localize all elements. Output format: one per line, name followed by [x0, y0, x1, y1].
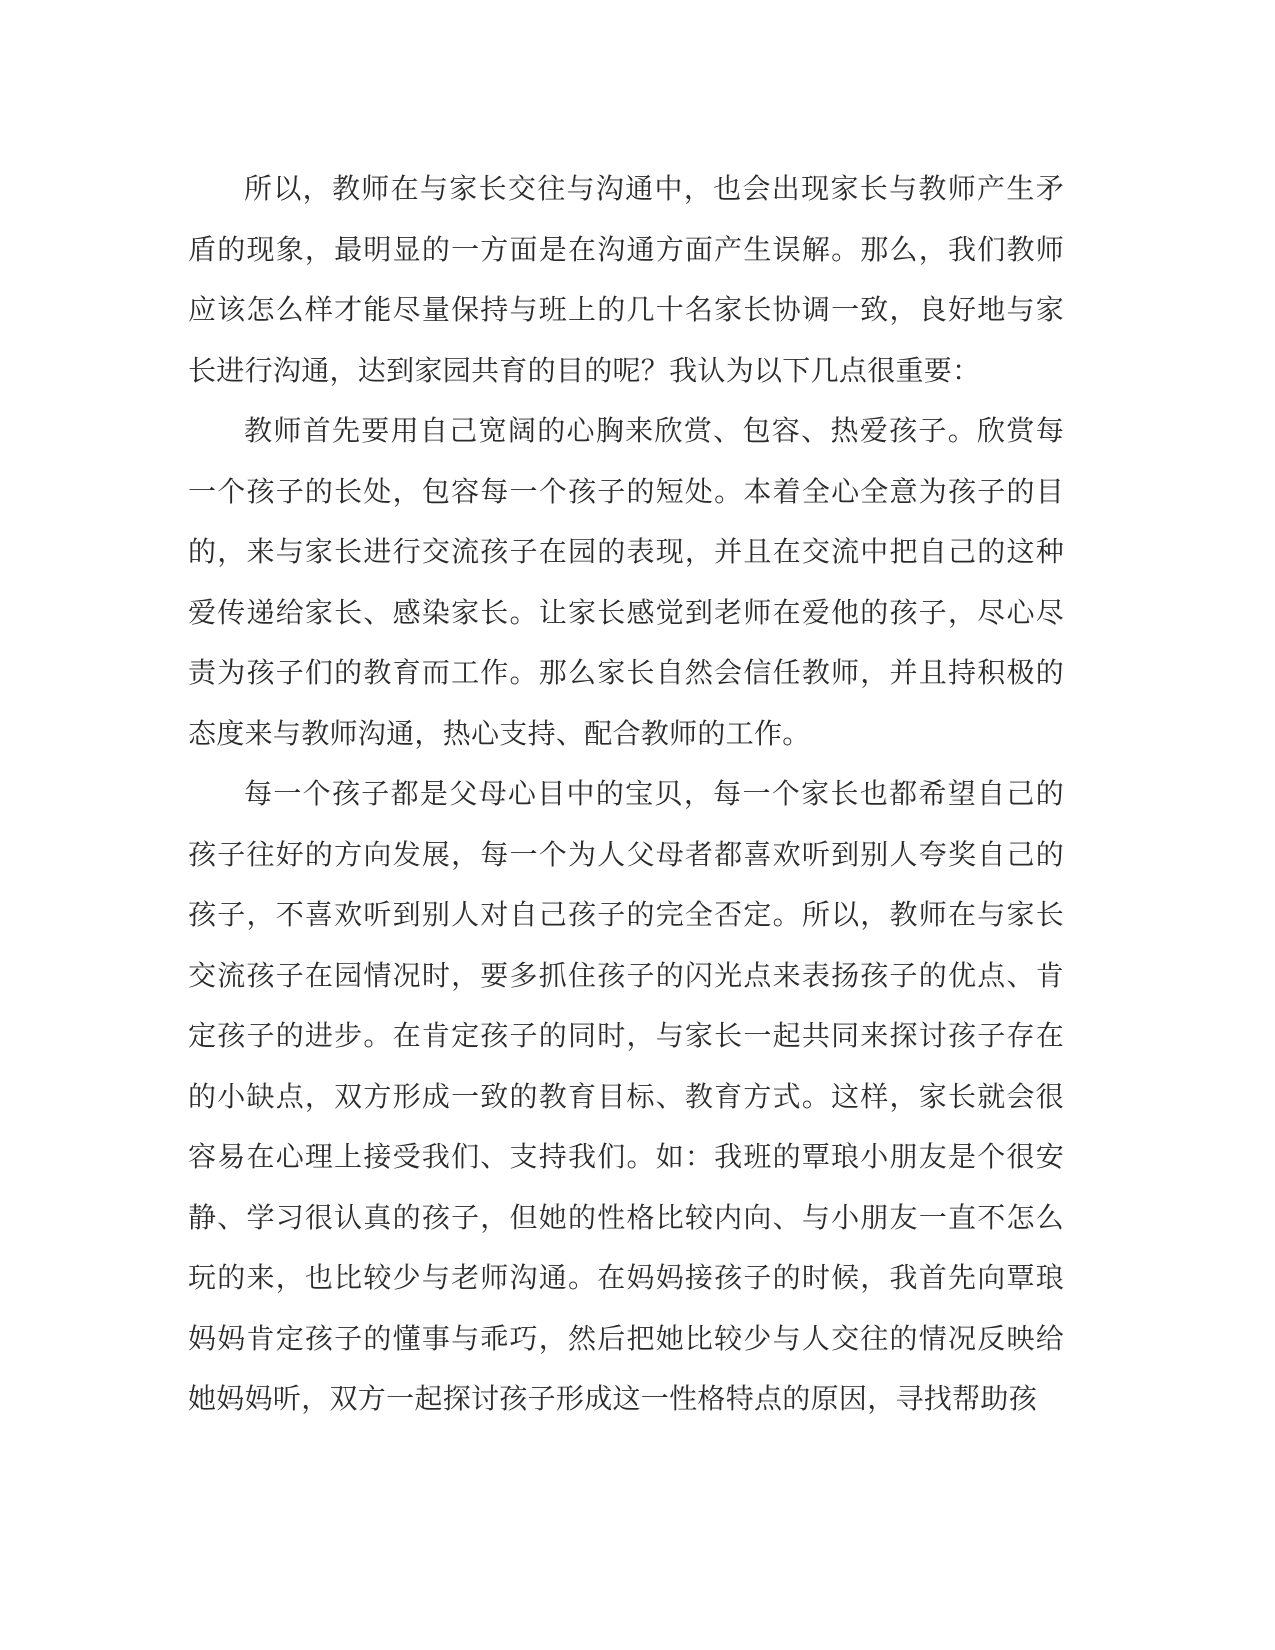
- paragraph-1: 所以，教师在与家长交往与沟通中，也会出现家长与教师产生矛盾的现象，最明显的一方面是在沟通方面产生误解。那么，我们教师应该怎么样才能尽量保持与班上的几十名家长协调一致，良好地与家长进行沟通，达到家园共育的目的呢？我认为以下几点很重要：: [188, 172, 1064, 387]
- paragraph-2: 教师首先要用自己宽阔的心胸来欣赏、包容、热爱孩子。欣赏每一个孩子的长处，包容每一个孩子的短处。本着全心全意为孩子的目的，来与家长进行交流孩子在园的表现，并且在交流中把自己的这种爱传递给家长、感染家长。让家长感觉到老师在爱他的孩子，尽心尽责为孩子们的教育而工作。那么家长自然会信任教师，并且持积极的态度来与教师沟通，热心支持、配合教师的工作。: [188, 414, 1064, 750]
- document-body: [188, 159, 1064, 1430]
- paragraph-3: 每一个孩子都是父母心目中的宝贝，每一个家长也都希望自己的孩子往好的方向发展，每一个为人父母者都喜欢听到别人夸奖自己的孩子，不喜欢听到别人对自己孩子的完全否定。所以，教师在与家长交流孩子在园情况时，要多抓住孩子的闪光点来表扬孩子的优点、肯定孩子的进步。在肯定孩子的同时，与家长一起共同来探讨孩子存在的小缺点，双方形成一致的教育目标、教育方式。这样，家长就会很容易在心理上接受我们、支持我们。如：我班的覃琅小朋友是个很安静、学习很认真的孩子，但她的性格比较内向、与小朋友一直不怎么玩的来，也比较少与老师沟通。在妈妈接孩子的时候，我首先向覃琅妈妈肯定孩子的懂事与乖巧，然后把她比较少与人交往的情况反映给她妈妈听，双方一起探讨孩子形成这一性格特点的原因，寻找帮助孩: [188, 777, 1064, 1415]
